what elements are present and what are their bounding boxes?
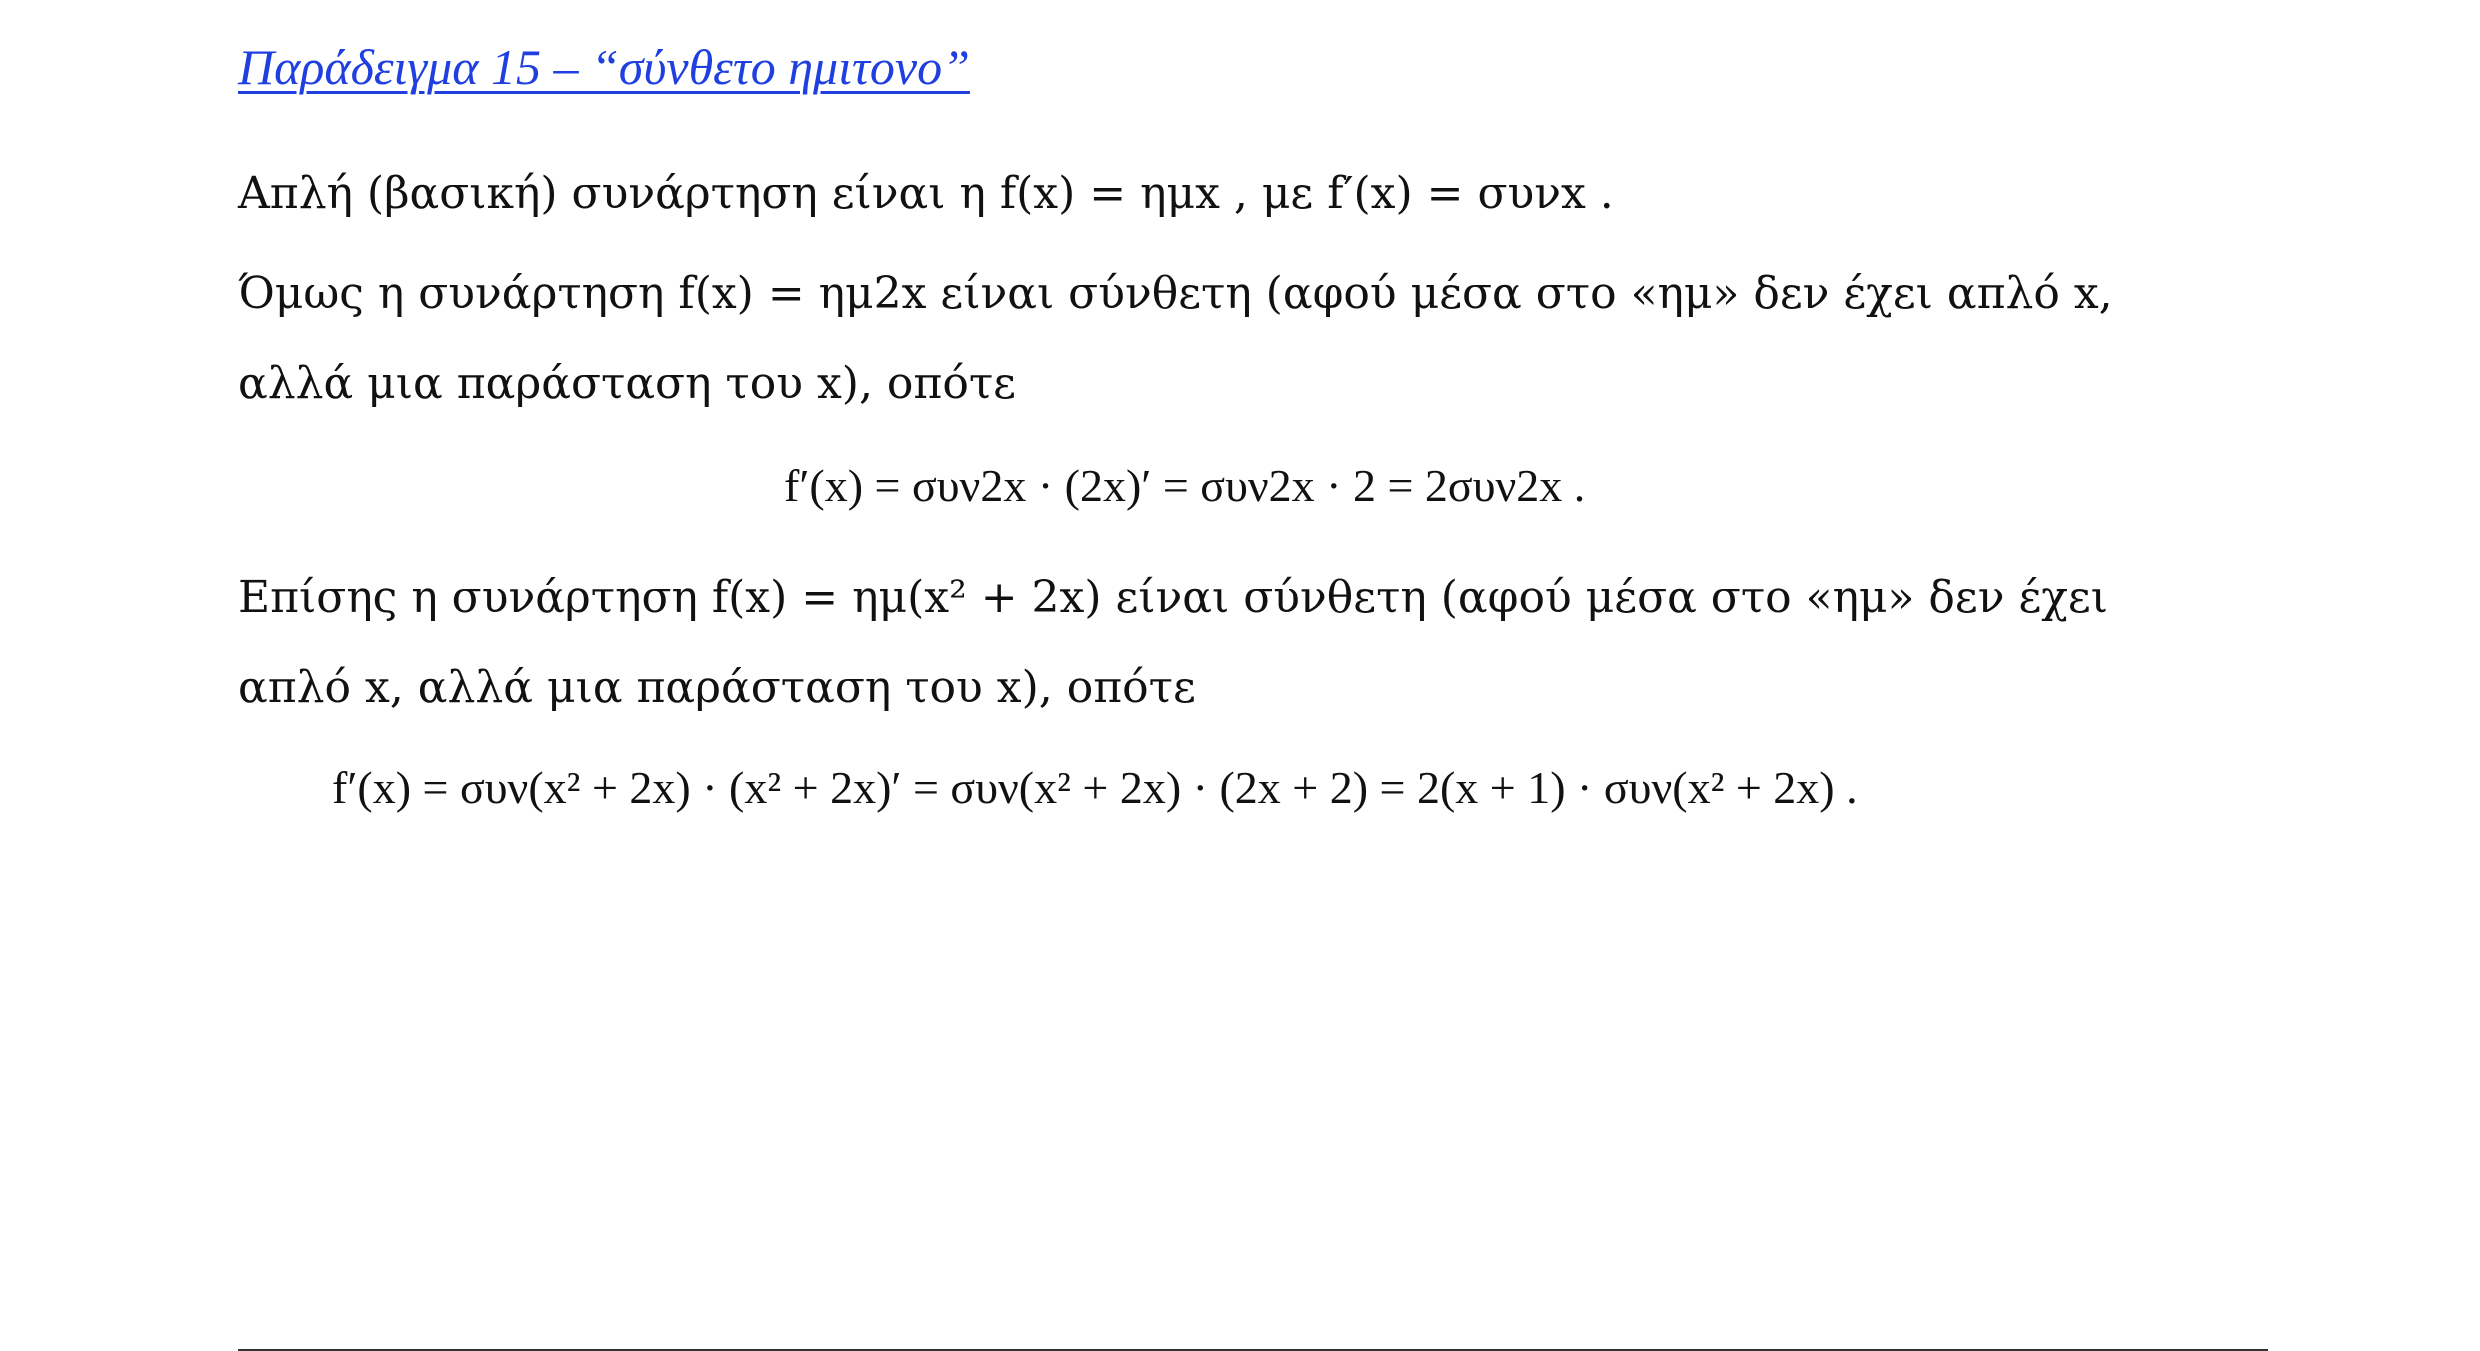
derivative-formula-sin-poly: f′(x) = συν(x² + 2x) · (x² + 2x)′ = συν(x² + 2x) · (2x + 2) = 2(x + 1) · συν(x² + 2x) . (332, 762, 1858, 813)
paragraph-composite-sin-poly-line2: απλό x, αλλά μια παράσταση του x), οπότε (238, 662, 1196, 713)
paragraph-simple-function: Απλή (βασική) συνάρτηση είναι η f(x) = ημx , με f′(x) = συνx . (238, 168, 1614, 219)
derivative-formula-sin2x: f′(x) = συν2x · (2x)′ = συν2x · 2 = 2συν2x . (784, 460, 1586, 511)
paragraph-composite-sin2x-line1: Όμως η συνάρτηση f(x) = ημ2x είναι σύνθετη (αφού μέσα στο «ημ» δεν έχει απλό x, (238, 268, 2113, 319)
example-title: Παράδειγμα 15 – “σύνθετο ημιτονο” (238, 39, 970, 95)
paragraph-composite-sin-poly-line1: Επίσης η συνάρτηση f(x) = ημ(x² + 2x) είναι σύνθετη (αφού μέσα στο «ημ» δεν έχει (238, 572, 2108, 623)
paragraph-composite-sin2x-line2: αλλά μια παράσταση του x), οπότε (238, 358, 1016, 409)
